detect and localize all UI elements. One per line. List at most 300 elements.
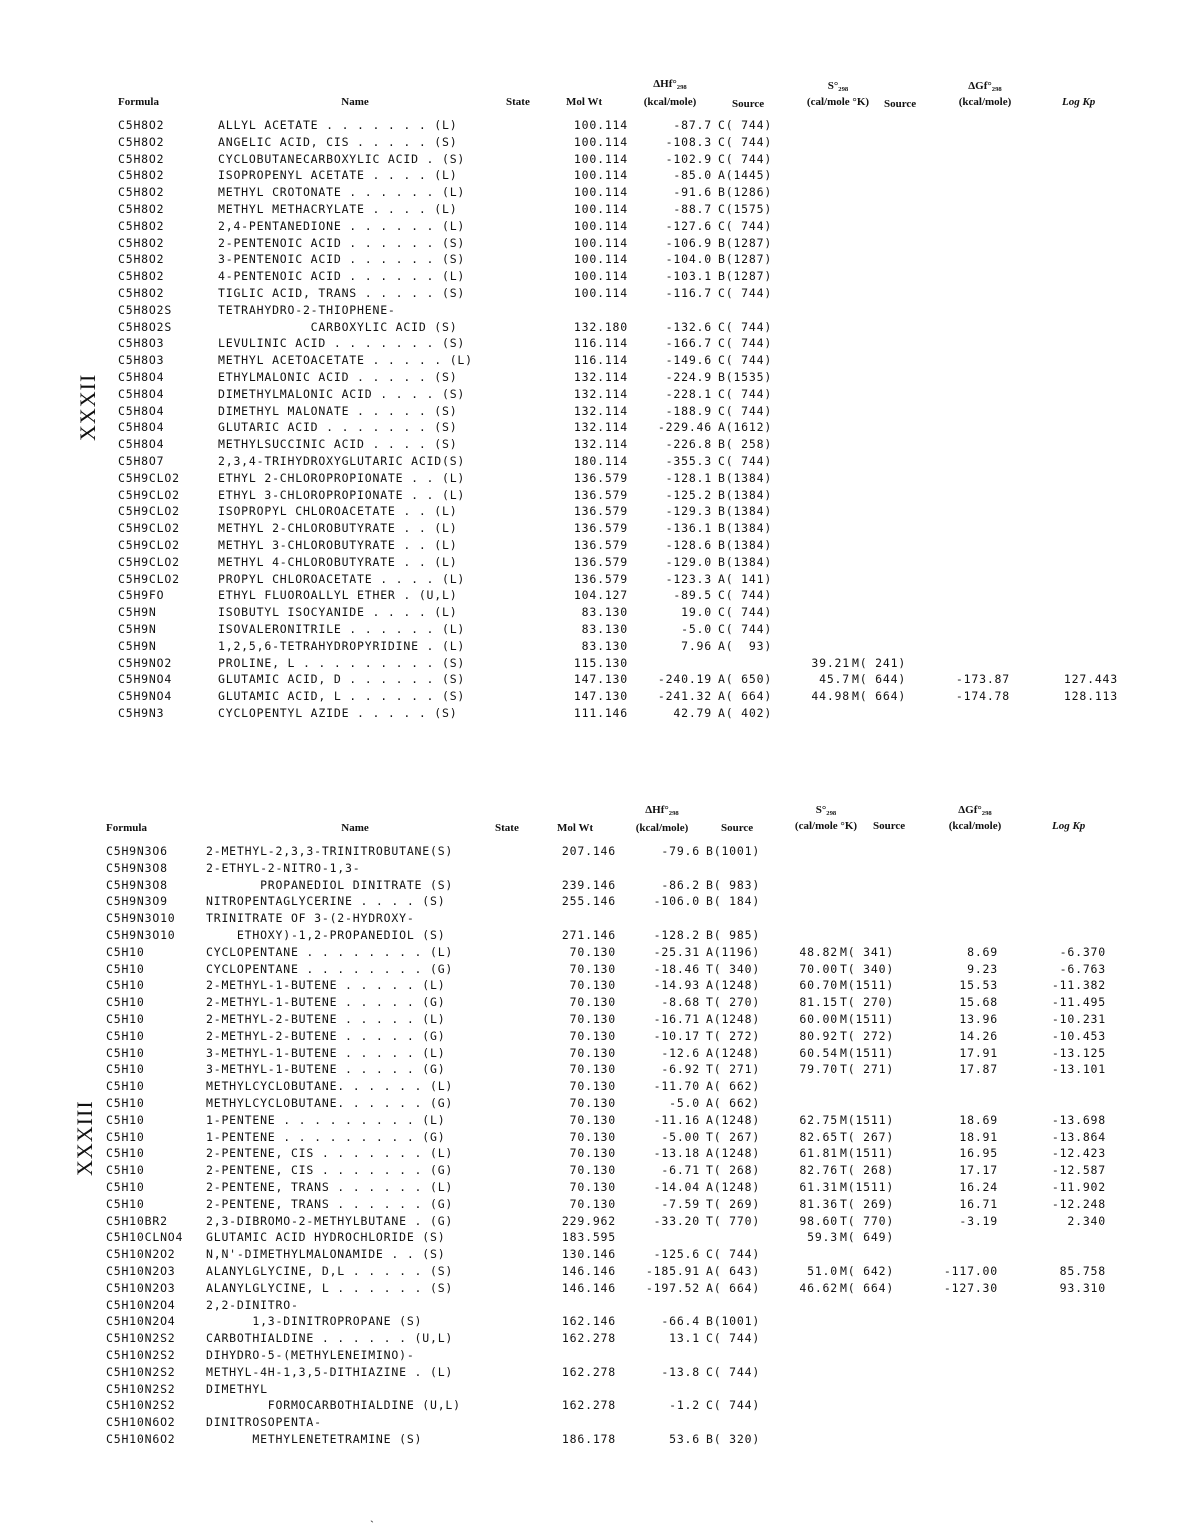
name-cell: 2-ETHYL-2-NITRO-1,3- bbox=[206, 860, 361, 875]
entropy-cell: 82.76 bbox=[799, 1163, 838, 1178]
molwt-cell: 147.130 bbox=[573, 672, 628, 687]
formula-cell: C5H8O4 bbox=[118, 403, 165, 418]
formula-cell: C5H8O2 bbox=[118, 269, 165, 284]
name-cell: GLUTAMIC ACID HYDROCHLORIDE (S) bbox=[206, 1230, 446, 1245]
dhf-cell: -229.46 bbox=[657, 420, 712, 435]
table-row bbox=[0, 1264, 1166, 1280]
table-row bbox=[0, 622, 1178, 638]
molwt-cell: 70.130 bbox=[569, 1012, 616, 1026]
name-cell: METHYLCYCLOBUTANE. . . . . . (L) bbox=[206, 1079, 454, 1094]
logkp-cell: -6.370 bbox=[1059, 944, 1106, 959]
source-cell: A(1196) bbox=[706, 944, 761, 959]
entropy-source-cell: T( 271) bbox=[840, 1062, 895, 1077]
entropy-source-cell: M(1511) bbox=[840, 1146, 895, 1161]
header-source-2: Source bbox=[884, 98, 917, 110]
source-cell: A(1248) bbox=[706, 1012, 761, 1026]
molwt-cell: 100.114 bbox=[573, 151, 628, 166]
dhf-cell: -88.7 bbox=[673, 202, 712, 216]
molwt-cell: 70.130 bbox=[569, 1079, 616, 1094]
table-row bbox=[0, 911, 1166, 927]
table-row bbox=[0, 1029, 1166, 1045]
name-cell: TETRAHYDRO-2-THIOPHENE- bbox=[218, 302, 396, 317]
table-row bbox=[0, 1012, 1166, 1028]
table-row bbox=[0, 1398, 1166, 1414]
molwt-cell: 70.130 bbox=[569, 995, 616, 1010]
table-row bbox=[0, 504, 1178, 520]
name-cell: N,N'-DIMETHYLMALONAMIDE . . (S) bbox=[206, 1247, 446, 1262]
entropy-cell: 48.82 bbox=[799, 944, 838, 959]
entropy-cell: 70.00 bbox=[799, 961, 838, 976]
source-cell: A(1248) bbox=[706, 1146, 761, 1161]
entropy-source-cell: M( 664) bbox=[852, 689, 907, 704]
entropy-cell: 60.70 bbox=[799, 978, 838, 993]
entropy-source-cell: M(1511) bbox=[840, 978, 895, 993]
formula-cell: C5H10N2O3 bbox=[106, 1280, 176, 1295]
table-row bbox=[0, 1130, 1166, 1146]
formula-cell: C5H10N2S2 bbox=[106, 1398, 176, 1413]
molwt-cell: 132.180 bbox=[573, 319, 628, 334]
table-row bbox=[0, 135, 1178, 151]
dgf-cell: 17.91 bbox=[959, 1045, 998, 1060]
dgf-cell: 17.87 bbox=[959, 1062, 998, 1077]
formula-cell: C5H9CLO2 bbox=[118, 521, 180, 536]
source-cell: A( 662) bbox=[706, 1079, 761, 1094]
name-cell: CYCLOBUTANECARBOXYLIC ACID . (S) bbox=[218, 151, 466, 166]
header-dgf-symbol: ΔGf°₂₉₈ bbox=[958, 804, 992, 816]
name-cell: ISOPROPENYL ACETATE . . . . (L) bbox=[218, 168, 458, 183]
name-cell: 2-PENTENE, CIS . . . . . . . (G) bbox=[206, 1163, 454, 1178]
dgf-cell: 14.26 bbox=[959, 1028, 998, 1043]
molwt-cell: 100.114 bbox=[573, 168, 628, 183]
table-row bbox=[0, 1281, 1166, 1297]
table-row bbox=[0, 1214, 1166, 1230]
table-row bbox=[0, 404, 1178, 420]
source-cell: C( 744) bbox=[718, 134, 773, 149]
table-row bbox=[0, 286, 1178, 302]
name-cell: 2-METHYL-2-BUTENE . . . . . (L) bbox=[206, 1012, 446, 1026]
formula-cell: C5H8O4 bbox=[118, 386, 165, 401]
formula-cell: C5H10 bbox=[106, 1112, 145, 1127]
dhf-cell: -89.5 bbox=[673, 588, 712, 603]
header-formula: Formula bbox=[118, 96, 159, 108]
dgf-cell: 15.68 bbox=[959, 995, 998, 1010]
header-name: Name bbox=[341, 822, 369, 834]
table-row bbox=[0, 1180, 1166, 1196]
molwt-cell: 111.146 bbox=[573, 706, 628, 720]
name-cell: METHYL 4-CHLOROBUTYRATE . . (L) bbox=[218, 554, 458, 569]
source-cell: A(1248) bbox=[706, 978, 761, 993]
dgf-cell: -127.30 bbox=[943, 1280, 998, 1295]
table-row bbox=[0, 1365, 1166, 1381]
source-cell: B( 985) bbox=[706, 928, 761, 942]
table-row bbox=[0, 1348, 1166, 1364]
logkp-cell: 85.758 bbox=[1059, 1264, 1106, 1278]
formula-cell: C5H8O2S bbox=[118, 302, 173, 317]
table-row bbox=[0, 219, 1178, 235]
formula-cell: C5H9NO4 bbox=[118, 672, 173, 687]
entropy-source-cell: T( 340) bbox=[840, 961, 895, 976]
header-name: Name bbox=[341, 96, 369, 108]
dhf-cell: -129.0 bbox=[665, 554, 712, 569]
name-cell: METHYLCYCLOBUTANE. . . . . . (G) bbox=[206, 1096, 454, 1110]
dhf-cell: -16.71 bbox=[653, 1012, 700, 1026]
molwt-cell: 100.114 bbox=[573, 202, 628, 216]
molwt-cell: 130.146 bbox=[561, 1247, 616, 1262]
header-dgf-symbol: ΔGf°₂₉₈ bbox=[968, 80, 1002, 92]
source-cell: A(1612) bbox=[718, 420, 773, 435]
logkp-cell: -13.698 bbox=[1051, 1112, 1106, 1127]
molwt-cell: 100.114 bbox=[573, 218, 628, 233]
formula-cell: C5H10N2O2 bbox=[106, 1247, 176, 1262]
source-cell: C( 744) bbox=[718, 218, 773, 233]
source-cell: T( 271) bbox=[706, 1062, 761, 1077]
molwt-cell: 100.114 bbox=[573, 235, 628, 250]
table-row bbox=[0, 1314, 1166, 1330]
molwt-cell: 70.130 bbox=[569, 1028, 616, 1043]
table-row bbox=[0, 118, 1178, 134]
table-row bbox=[0, 894, 1166, 910]
name-cell: CARBOTHIALDINE . . . . . . (U,L) bbox=[206, 1331, 454, 1346]
source-cell: C( 744) bbox=[718, 353, 773, 368]
dhf-cell: -10.17 bbox=[653, 1028, 700, 1043]
source-cell: A(1248) bbox=[706, 1045, 761, 1060]
formula-cell: C5H10 bbox=[106, 995, 145, 1010]
name-cell: TRINITRATE OF 3-(2-HYDROXY- bbox=[206, 911, 415, 926]
header-s-symbol: S°₂₉₈ bbox=[827, 80, 849, 92]
name-cell: 2,3-DIBROMO-2-METHYLBUTANE . (G) bbox=[206, 1213, 454, 1228]
name-cell: PROLINE, L . . . . . . . . . (S) bbox=[218, 655, 466, 670]
logkp-cell: -11.902 bbox=[1051, 1180, 1106, 1194]
header-state: State bbox=[495, 822, 519, 834]
entropy-cell: 44.98 bbox=[811, 689, 850, 704]
table-row bbox=[0, 1096, 1166, 1112]
molwt-cell: 136.579 bbox=[573, 487, 628, 502]
table-row bbox=[0, 878, 1166, 894]
logkp-cell: -11.495 bbox=[1051, 995, 1106, 1010]
dhf-cell: -108.3 bbox=[665, 134, 712, 149]
entropy-cell: 59.3 bbox=[807, 1230, 838, 1245]
dhf-cell: -6.92 bbox=[661, 1062, 700, 1077]
source-cell: T( 272) bbox=[706, 1028, 761, 1043]
table-row bbox=[0, 1113, 1166, 1129]
formula-cell: C5H10 bbox=[106, 1129, 145, 1144]
formula-cell: C5H9N3 bbox=[118, 706, 165, 720]
entropy-cell: 60.54 bbox=[799, 1045, 838, 1060]
table-row bbox=[0, 1079, 1166, 1095]
name-cell: ISOVALERONITRILE . . . . . . (L) bbox=[218, 622, 466, 636]
entropy-cell: 45.7 bbox=[819, 672, 850, 687]
table-row bbox=[0, 555, 1178, 571]
table-row bbox=[0, 185, 1178, 201]
formula-cell: C5H9CLO2 bbox=[118, 470, 180, 485]
header-logkp: Log Kp bbox=[1062, 96, 1096, 108]
source-cell: B(1384) bbox=[718, 521, 773, 536]
source-cell: A( 643) bbox=[706, 1264, 761, 1278]
dhf-cell: -104.0 bbox=[665, 252, 712, 267]
formula-cell: C5H9CLO2 bbox=[118, 538, 180, 552]
formula-cell: C5H8O2 bbox=[118, 252, 165, 267]
table-row bbox=[0, 370, 1178, 386]
dhf-cell: -14.93 bbox=[653, 978, 700, 993]
dhf-cell: -102.9 bbox=[665, 151, 712, 166]
entropy-source-cell: T( 272) bbox=[840, 1028, 895, 1043]
name-cell: METHYL-4H-1,3,5-DITHIAZINE . (L) bbox=[206, 1364, 454, 1379]
source-cell: T( 269) bbox=[706, 1196, 761, 1211]
dhf-cell: -188.9 bbox=[665, 403, 712, 418]
dhf-cell: -91.6 bbox=[673, 185, 712, 200]
name-cell: METHYLSUCCINIC ACID . . . . (S) bbox=[218, 437, 458, 452]
dhf-cell: -106.0 bbox=[653, 894, 700, 909]
dhf-cell: -224.9 bbox=[665, 370, 712, 384]
name-cell: DIMETHYL bbox=[206, 1381, 268, 1396]
molwt-cell: 132.114 bbox=[573, 386, 628, 401]
entropy-source-cell: T( 770) bbox=[840, 1213, 895, 1228]
source-cell: T( 267) bbox=[706, 1129, 761, 1144]
entropy-cell: 61.31 bbox=[799, 1180, 838, 1194]
source-cell: C( 744) bbox=[718, 454, 773, 468]
molwt-cell: 100.114 bbox=[573, 134, 628, 149]
source-cell: C( 744) bbox=[718, 605, 773, 620]
formula-cell: C5H9N3O10 bbox=[106, 911, 176, 926]
entropy-source-cell: M( 341) bbox=[840, 944, 895, 959]
dgf-cell: 16.24 bbox=[959, 1180, 998, 1194]
name-cell: TIGLIC ACID, TRANS . . . . . (S) bbox=[218, 286, 466, 300]
source-cell: A(1248) bbox=[706, 1112, 761, 1127]
name-cell: 2-PENTENOIC ACID . . . . . . (S) bbox=[218, 235, 466, 250]
source-cell: B(1384) bbox=[718, 487, 773, 502]
name-cell: ETHYL FLUOROALLYL ETHER . (U,L) bbox=[218, 588, 458, 603]
formula-cell: C5H10N2O3 bbox=[106, 1264, 176, 1278]
table-row bbox=[0, 1230, 1166, 1246]
name-cell: ETHYLMALONIC ACID . . . . . (S) bbox=[218, 370, 458, 384]
name-cell: 2,4-PENTANEDIONE . . . . . . (L) bbox=[218, 218, 466, 233]
dhf-cell: -6.71 bbox=[661, 1163, 700, 1178]
name-cell: PROPANEDIOL DINITRATE (S) bbox=[206, 877, 454, 892]
entropy-cell: 62.75 bbox=[799, 1112, 838, 1127]
dhf-cell: -12.6 bbox=[661, 1045, 700, 1060]
source-cell: C( 744) bbox=[706, 1331, 761, 1346]
source-cell: B(1384) bbox=[718, 554, 773, 569]
name-cell: 2-PENTENE, TRANS . . . . . . (G) bbox=[206, 1196, 454, 1211]
header-logkp: Log Kp bbox=[1052, 820, 1086, 832]
formula-cell: C5H10 bbox=[106, 1045, 145, 1060]
name-cell: ALLYL ACETATE . . . . . . . (L) bbox=[218, 118, 458, 132]
dhf-cell: -132.6 bbox=[665, 319, 712, 334]
entropy-cell: 81.15 bbox=[799, 995, 838, 1010]
formula-cell: C5H8O3 bbox=[118, 353, 165, 368]
table-row bbox=[0, 1046, 1166, 1062]
entropy-cell: 82.65 bbox=[799, 1129, 838, 1144]
table-row bbox=[0, 639, 1178, 655]
formula-cell: C5H9FO bbox=[118, 588, 165, 603]
entropy-source-cell: M( 642) bbox=[840, 1264, 895, 1278]
table-row bbox=[0, 672, 1178, 688]
entropy-source-cell: M( 241) bbox=[852, 655, 907, 670]
molwt-cell: 146.146 bbox=[561, 1280, 616, 1295]
dhf-cell: -185.91 bbox=[645, 1264, 700, 1278]
name-cell: DIMETHYL MALONATE . . . . . (S) bbox=[218, 403, 458, 418]
formula-cell: C5H8O2 bbox=[118, 185, 165, 200]
header-dhf-symbol: ΔHf°₂₉₈ bbox=[645, 804, 679, 816]
table-row bbox=[0, 336, 1178, 352]
source-cell: C( 744) bbox=[718, 286, 773, 300]
name-cell: PROPYL CHLOROACETATE . . . . (L) bbox=[218, 571, 466, 586]
molwt-cell: 70.130 bbox=[569, 1180, 616, 1194]
molwt-cell: 239.146 bbox=[561, 877, 616, 892]
page-label: XXXII bbox=[75, 373, 100, 441]
table-row bbox=[0, 269, 1178, 285]
molwt-cell: 147.130 bbox=[573, 689, 628, 704]
molwt-cell: 136.579 bbox=[573, 554, 628, 569]
molwt-cell: 70.130 bbox=[569, 1196, 616, 1211]
table-row bbox=[0, 1163, 1166, 1179]
formula-cell: C5H10 bbox=[106, 1096, 145, 1110]
logkp-cell: -6.763 bbox=[1059, 961, 1106, 976]
source-cell: B(1535) bbox=[718, 370, 773, 384]
molwt-cell: 146.146 bbox=[561, 1264, 616, 1278]
name-cell: METHYL 2-CHLOROBUTYRATE . . (L) bbox=[218, 521, 458, 536]
source-cell: B(1384) bbox=[718, 504, 773, 519]
table-page-xxxii bbox=[0, 78, 1178, 718]
entropy-source-cell: M(1511) bbox=[840, 1112, 895, 1127]
dhf-cell: 42.79 bbox=[673, 706, 712, 720]
table-row bbox=[0, 605, 1178, 621]
source-cell: C( 744) bbox=[718, 622, 773, 636]
dgf-cell: -173.87 bbox=[955, 672, 1010, 687]
formula-cell: C5H9CLO2 bbox=[118, 504, 180, 519]
formula-cell: C5H9N3O10 bbox=[106, 928, 176, 942]
formula-cell: C5H9N3O8 bbox=[106, 860, 168, 875]
formula-cell: C5H10N2O4 bbox=[106, 1297, 176, 1312]
source-cell: A(1248) bbox=[706, 1180, 761, 1194]
dhf-cell: -13.18 bbox=[653, 1146, 700, 1161]
name-cell: METHYL CROTONATE . . . . . . (L) bbox=[218, 185, 466, 200]
table-row bbox=[0, 962, 1166, 978]
entropy-cell: 79.70 bbox=[799, 1062, 838, 1077]
source-cell: B(1287) bbox=[718, 269, 773, 284]
dhf-cell: -1.2 bbox=[669, 1398, 700, 1413]
table-row bbox=[0, 1382, 1166, 1398]
entropy-source-cell: M( 644) bbox=[852, 672, 907, 687]
name-cell: GLUTARIC ACID . . . . . . . (S) bbox=[218, 420, 458, 435]
formula-cell: C5H9CLO2 bbox=[118, 554, 180, 569]
table-row bbox=[0, 978, 1166, 994]
table-row bbox=[0, 1062, 1166, 1078]
name-cell: DIHYDRO-5-(METHYLENEIMINO)- bbox=[206, 1348, 415, 1362]
source-cell: A( 664) bbox=[706, 1280, 761, 1295]
dhf-cell: 53.6 bbox=[669, 1432, 700, 1446]
table-row bbox=[0, 572, 1178, 588]
source-cell: A( 141) bbox=[718, 571, 773, 586]
source-cell: T( 340) bbox=[706, 961, 761, 976]
dgf-cell: 18.69 bbox=[959, 1112, 998, 1127]
molwt-cell: 162.278 bbox=[561, 1331, 616, 1346]
name-cell: 3-METHYL-1-BUTENE . . . . . (L) bbox=[206, 1045, 446, 1060]
logkp-cell: -12.248 bbox=[1051, 1196, 1106, 1211]
formula-cell: C5H10 bbox=[106, 961, 145, 976]
formula-cell: C5H8O4 bbox=[118, 370, 165, 384]
table-row bbox=[0, 538, 1178, 554]
formula-cell: C5H10 bbox=[106, 978, 145, 993]
entropy-cell: 60.00 bbox=[799, 1012, 838, 1026]
table-row bbox=[0, 152, 1178, 168]
entropy-source-cell: M(1511) bbox=[840, 1012, 895, 1026]
molwt-cell: 70.130 bbox=[569, 1163, 616, 1178]
source-cell: T( 270) bbox=[706, 995, 761, 1010]
molwt-cell: 100.114 bbox=[573, 118, 628, 132]
table-row bbox=[0, 689, 1178, 705]
dhf-cell: -197.52 bbox=[645, 1280, 700, 1295]
name-cell: METHYL METHACRYLATE . . . . (L) bbox=[218, 202, 458, 216]
entropy-cell: 80.92 bbox=[799, 1028, 838, 1043]
logkp-cell: 2.340 bbox=[1067, 1213, 1106, 1228]
name-cell: DINITROSOPENTA- bbox=[206, 1415, 322, 1430]
entropy-cell: 61.81 bbox=[799, 1146, 838, 1161]
molwt-cell: 162.278 bbox=[561, 1398, 616, 1413]
name-cell: GLUTAMIC ACID, D . . . . . . (S) bbox=[218, 672, 466, 687]
name-cell: CARBOXYLIC ACID (S) bbox=[218, 319, 458, 334]
table-row bbox=[0, 861, 1166, 877]
molwt-cell: 104.127 bbox=[573, 588, 628, 603]
name-cell: 2-METHYL-1-BUTENE . . . . . (L) bbox=[206, 978, 446, 993]
formula-cell: C5H8O2 bbox=[118, 118, 165, 132]
formula-cell: C5H9N bbox=[118, 638, 157, 653]
molwt-cell: 100.114 bbox=[573, 185, 628, 200]
dhf-cell: -14.04 bbox=[653, 1180, 700, 1194]
entropy-cell: 39.21 bbox=[811, 655, 850, 670]
molwt-cell: 207.146 bbox=[561, 844, 616, 858]
table-row bbox=[0, 1415, 1166, 1431]
formula-cell: C5H8O2 bbox=[118, 134, 165, 149]
molwt-cell: 83.130 bbox=[581, 622, 628, 636]
dhf-cell: -355.3 bbox=[665, 454, 712, 468]
source-cell: C( 744) bbox=[718, 118, 773, 132]
header-dhf-unit: (kcal/mole) bbox=[643, 96, 697, 108]
formula-cell: C5H10N2O4 bbox=[106, 1314, 176, 1329]
formula-cell: C5H10N6O2 bbox=[106, 1415, 176, 1430]
source-cell: C( 744) bbox=[718, 336, 773, 351]
molwt-cell: 70.130 bbox=[569, 1062, 616, 1077]
dgf-cell: 17.17 bbox=[959, 1163, 998, 1178]
dhf-cell: -166.7 bbox=[665, 336, 712, 351]
formula-cell: C5H9NO4 bbox=[118, 689, 173, 704]
name-cell: 2,3,4-TRIHYDROXYGLUTARIC ACID(S) bbox=[218, 454, 466, 468]
dgf-cell: 16.71 bbox=[959, 1196, 998, 1211]
source-cell: C( 744) bbox=[706, 1247, 761, 1262]
name-cell: 1-PENTENE . . . . . . . . . (L) bbox=[206, 1112, 446, 1127]
formula-cell: C5H8O2 bbox=[118, 151, 165, 166]
name-cell: 3-PENTENOIC ACID . . . . . . (S) bbox=[218, 252, 466, 267]
header-s-unit: (cal/mole °K) bbox=[806, 96, 870, 108]
name-cell: ETHYL 3-CHLOROPROPIONATE . . (L) bbox=[218, 487, 466, 502]
table-row bbox=[0, 353, 1178, 369]
name-cell: 2,2-DINITRO- bbox=[206, 1297, 299, 1312]
entropy-cell: 46.62 bbox=[799, 1280, 838, 1295]
dhf-cell: -11.16 bbox=[653, 1112, 700, 1127]
table-row bbox=[0, 420, 1178, 436]
formula-cell: C5H10 bbox=[106, 1079, 145, 1094]
name-cell: FORMOCARBOTHIALDINE (U,L) bbox=[206, 1398, 461, 1413]
entropy-source-cell: T( 267) bbox=[840, 1129, 895, 1144]
source-cell: B( 258) bbox=[718, 437, 773, 452]
formula-cell: C5H8O2 bbox=[118, 218, 165, 233]
molwt-cell: 186.178 bbox=[561, 1432, 616, 1446]
table-row bbox=[0, 656, 1178, 672]
name-cell: 1,2,5,6-TETRAHYDROPYRIDINE . (L) bbox=[218, 638, 466, 653]
page-label: XXXIII bbox=[72, 1100, 97, 1176]
header-s-unit: (cal/mole °K) bbox=[794, 820, 858, 832]
name-cell: ISOPROPYL CHLOROACETATE . . (L) bbox=[218, 504, 458, 519]
